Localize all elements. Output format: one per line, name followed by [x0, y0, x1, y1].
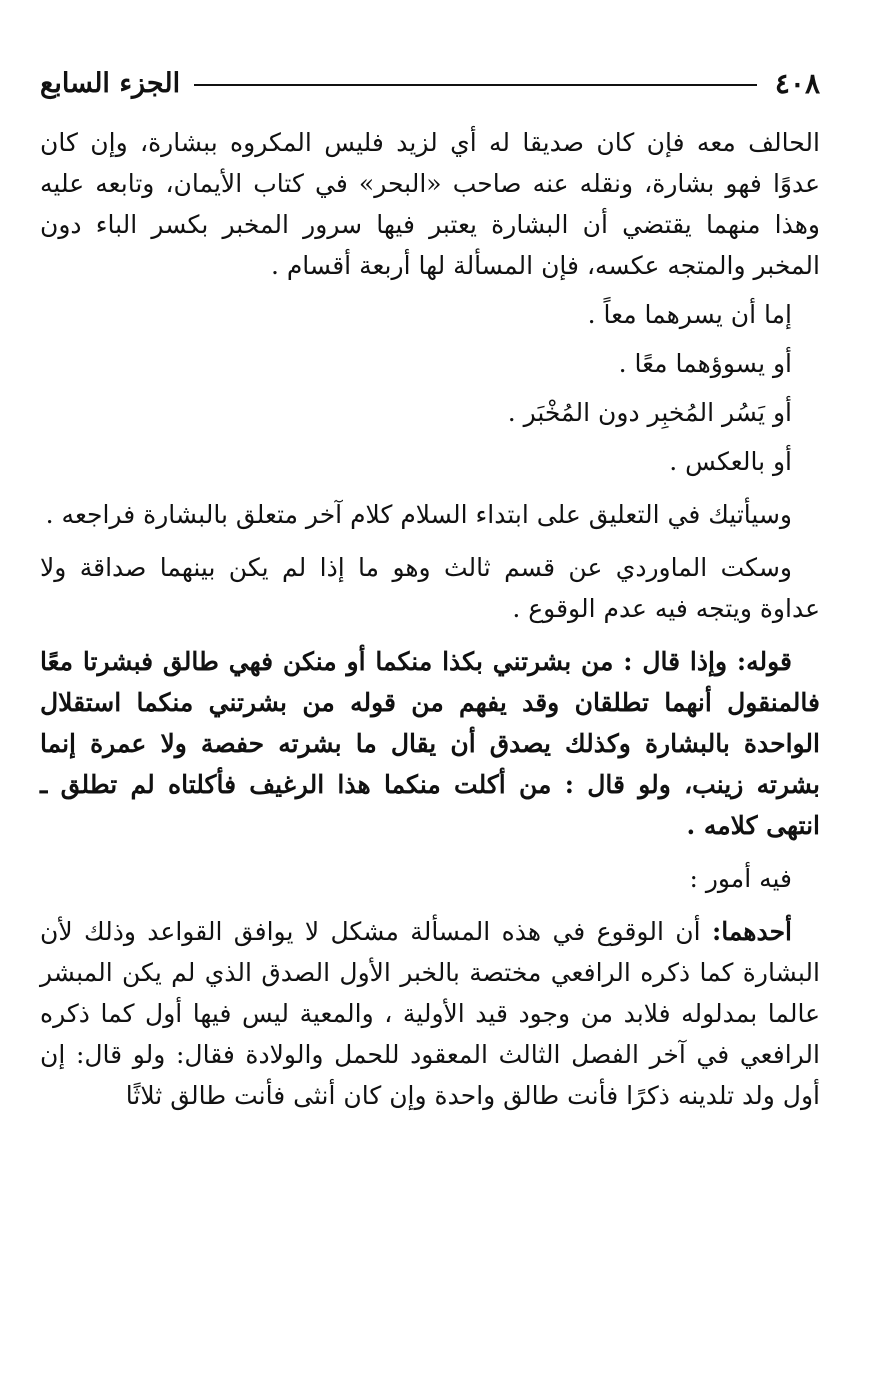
book-page — [40, 60, 820, 1350]
running-title: الجزء السابع — [40, 67, 181, 99]
paragraph-2: وسيأتيك في التعليق على ابتداء السلام كلام آخر متعلق بالبشارة فراجعه . — [45, 500, 792, 529]
paragraph-lead: أحدهما: — [711, 917, 792, 946]
list-item: أو يَسُر المُخبِر دون المُخْبَر . — [507, 398, 792, 427]
quoted-passage: قوله: وإذا قال : من بشرتني بكذا منكما أو منكن فهي طالق فبشرتا معًا فالمنقول أنهما تطلقان وقد يفهم من قوله من بشرتني منكما استقلال الواحدة بالبشارة وكذلك يصدق أن يقال ما بشرته حفصة ولا عمرة إنما بشرته زينب، ولو قال : من أكلت منكما هذا الرغيف فأكلتاه لم تطلق ـ انتهى كلامه . — [40, 647, 820, 840]
page-header — [40, 60, 820, 106]
list-item: إما أن يسرهما معاً . — [587, 300, 792, 329]
paragraph-3: وسكت الماوردي عن قسم ثالث وهو ما إذا لم يكن بينهما صداقة ولا عداوة ويتجه فيه عدم الوقوع . — [40, 553, 820, 623]
header-rule — [194, 84, 757, 86]
paragraph-1: الحالف معه فإن كان صديقا له أي لزيد فليس المكروه ببشارة، وإن كان عدوًا فهو بشارة، ونقله عنه صاحب «البحر» في كتاب الأيمان، وتابعه عليه وهذا منهما يقتضي أن البشارة يعتبر فيها سرور المخبر بكسر الباء دون المخبر والمتجه عكسه، فإن المسألة لها أربعة أقسام . — [40, 128, 820, 280]
paragraph-6-text: أن الوقوع في هذه المسألة مشكل لا يوافق القواعد وذلك لأن البشارة كما ذكره الرافعي مختصة بالخبر الأول الصدق الذي لم يكن المبشر عالما بمدلوله فلابد من وجود قيد الأولية ، والمعية ليس فيها أول كما ذكره الرافعي في آخر الفصل الثالث المعقود للحمل والولادة فقال: ولو قال: إن أول ولد تلدينه ذكرًا فأنت طالق واحدة وإن كان أنثى فأنت طالق ثلاثًا — [40, 917, 820, 1110]
list-item: أو يسوؤهما معًا . — [618, 349, 792, 378]
page-number: ٤٠٨ — [774, 66, 820, 100]
paragraph-6 — [40, 911, 820, 1116]
body-text — [40, 122, 820, 1116]
paragraph-5: فيه أمور : — [689, 864, 792, 893]
list-item: أو بالعكس . — [669, 447, 792, 476]
